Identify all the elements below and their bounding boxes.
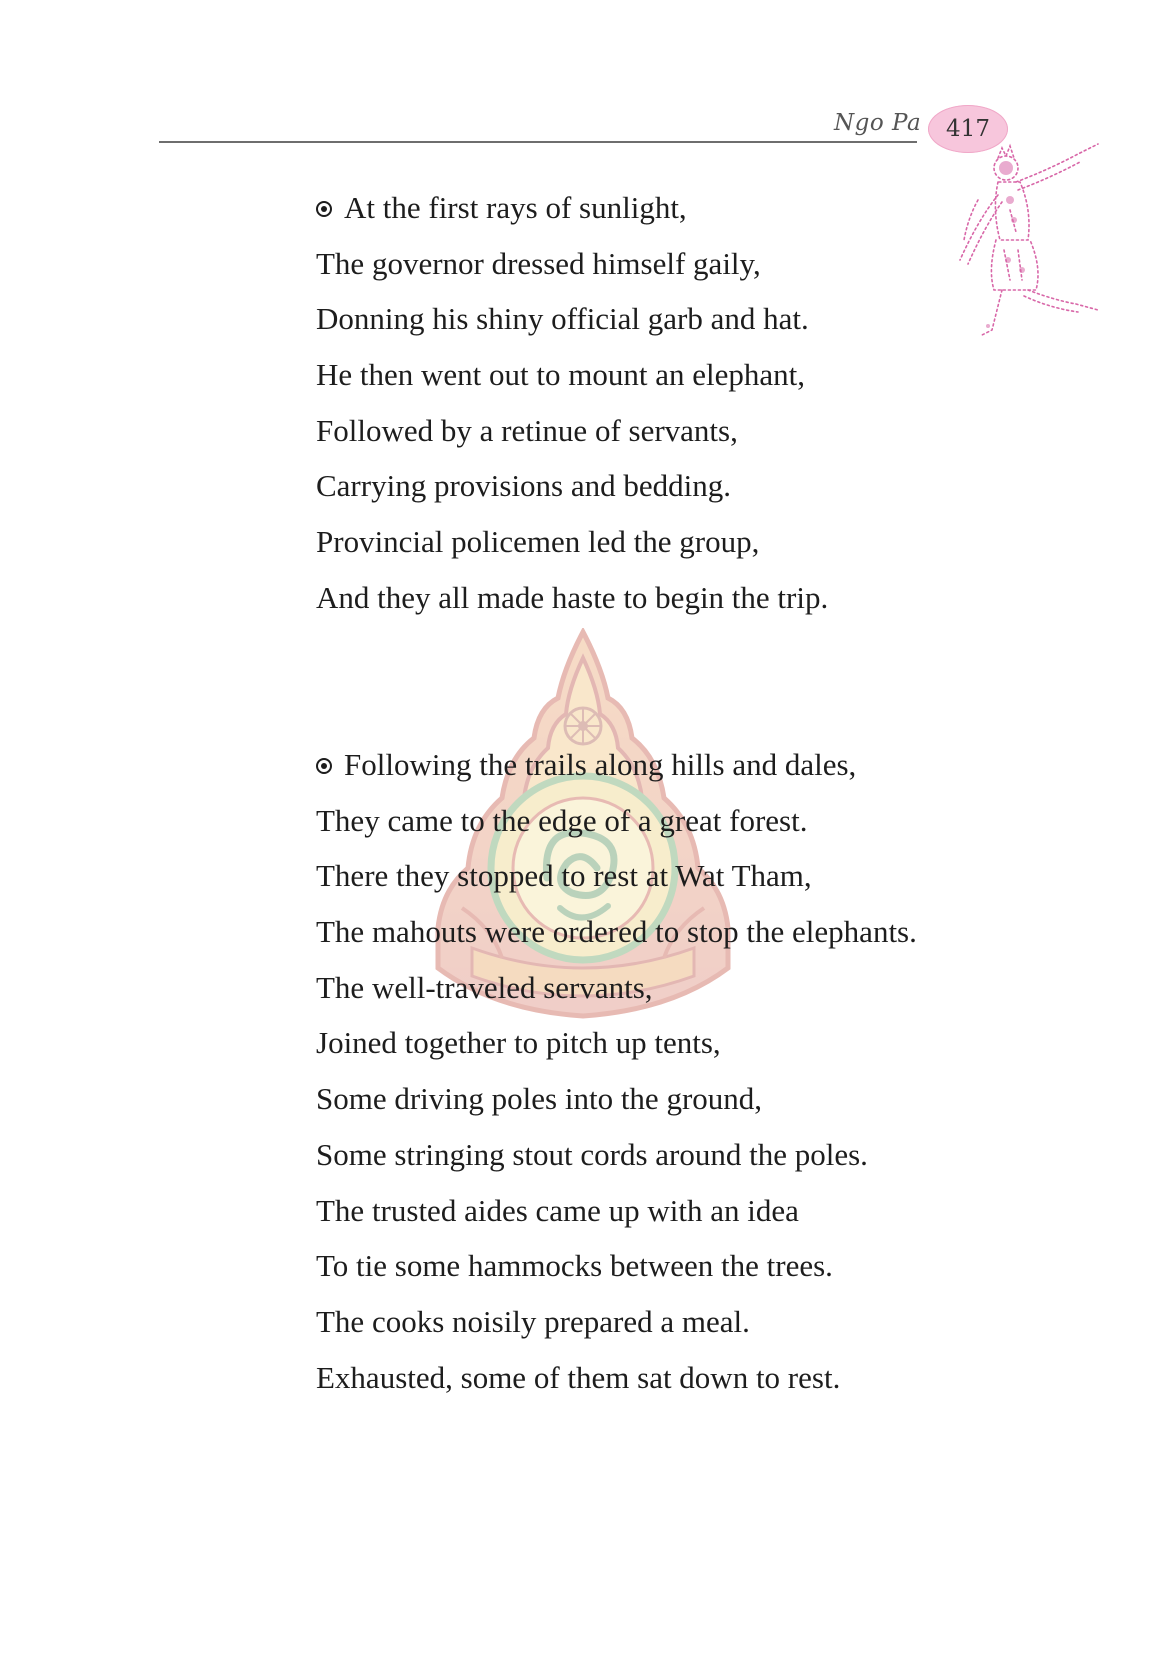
poem-line: The cooks noisily prepared a meal. [316,1303,750,1339]
stanza-1 [316,180,828,626]
poem-line: The governor dressed himself gaily, [316,245,761,281]
poem-line: He then went out to mount an elephant, [316,357,805,393]
dancer-illustration [958,140,1128,350]
poem-line: Some driving poles into the ground, [316,1081,763,1117]
poem-line: The trusted aides came up with an idea [316,1192,799,1228]
poem-line: The well-traveled servants, [316,969,653,1005]
header-rule [159,141,917,143]
poem-line: Joined together to pitch up tents, [316,1025,721,1061]
poem-line: Some stringing stout cords around the poles. [316,1136,868,1172]
poem-line: The mahouts were ordered to stop the elephants. [316,914,917,950]
circled-dot-icon [316,201,332,217]
poem-line: And they all made haste to begin the trip. [316,579,829,615]
poem-line: They came to the edge of a great forest. [316,802,808,838]
poem-line: At the first rays of sunlight, [316,180,828,236]
page-number: 417 [946,116,990,142]
poem-line: Carrying provisions and bedding. [316,468,732,504]
stanza-2 [316,737,917,1405]
poem-line: There they stopped to rest at Wat Tham, [316,858,812,894]
poem-line: Followed by a retinue of servants, [316,412,738,448]
circled-dot-icon [316,758,332,774]
poem-line: Exhausted, some of them sat down to rest. [316,1359,841,1395]
poem-line: Following the trails along hills and dales, [316,737,917,793]
poem-line: Provincial policemen led the group, [316,524,760,560]
running-title: Ngo Pa [834,110,922,136]
poem-line: To tie some hammocks between the trees. [316,1248,833,1284]
poem-line: Donning his shiny official garb and hat. [316,301,809,337]
